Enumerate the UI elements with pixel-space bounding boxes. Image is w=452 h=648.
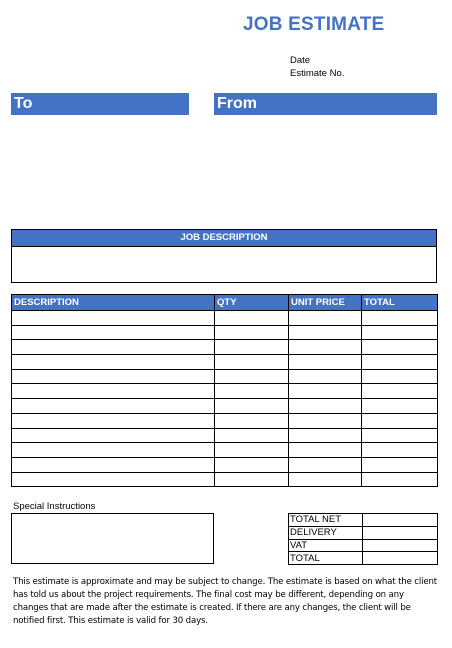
item-total-cell[interactable] — [362, 457, 438, 472]
column-header-description: DESCRIPTION — [12, 295, 215, 311]
table-row — [12, 355, 438, 370]
item-qty-cell[interactable] — [215, 355, 289, 370]
estimate-disclaimer: This estimate is approximate and may be subject to change. The estimate is based on what the client has told us about the project requirements. The final cost may be different, depending on any changes that are made after the estimate is created. If there are any changes, the client will be notified first. This estimate is valid for 30 days. — [13, 577, 438, 626]
item-total-cell[interactable] — [362, 399, 438, 414]
job-description-box — [11, 229, 437, 283]
item-unit-price-cell[interactable] — [289, 369, 362, 384]
table-row — [12, 472, 438, 487]
item-description-cell[interactable] — [12, 443, 215, 458]
to-band — [11, 93, 189, 115]
item-total-cell[interactable] — [362, 413, 438, 428]
table-row — [12, 325, 438, 340]
from-band — [214, 93, 437, 115]
item-unit-price-cell[interactable] — [289, 472, 362, 487]
item-qty-cell[interactable] — [215, 413, 289, 428]
to-label: To — [14, 95, 33, 112]
item-qty-cell[interactable] — [215, 472, 289, 487]
item-unit-price-cell[interactable] — [289, 428, 362, 443]
grand-total-value[interactable] — [363, 552, 438, 565]
item-qty-cell[interactable] — [215, 443, 289, 458]
item-description-cell[interactable] — [12, 355, 215, 370]
item-description-cell[interactable] — [12, 325, 215, 340]
table-row — [12, 443, 438, 458]
column-header-qty: QTY — [215, 295, 289, 311]
vat-value[interactable] — [363, 539, 438, 552]
column-header-total: TOTAL — [362, 295, 438, 311]
items-body — [12, 311, 438, 487]
delivery-value[interactable] — [363, 526, 438, 539]
items-table — [11, 294, 438, 487]
item-description-cell[interactable] — [12, 340, 215, 355]
special-instructions-field[interactable] — [11, 513, 214, 564]
item-qty-cell[interactable] — [215, 428, 289, 443]
grand-total-label: TOTAL — [289, 552, 363, 565]
job-description-field[interactable] — [12, 247, 436, 283]
totals-row — [289, 514, 438, 527]
item-total-cell[interactable] — [362, 355, 438, 370]
totals-row — [289, 539, 438, 552]
table-row — [12, 311, 438, 326]
item-total-cell[interactable] — [362, 384, 438, 399]
item-qty-cell[interactable] — [215, 399, 289, 414]
item-unit-price-cell[interactable] — [289, 413, 362, 428]
item-unit-price-cell[interactable] — [289, 311, 362, 326]
item-qty-cell[interactable] — [215, 325, 289, 340]
job-description-heading: JOB DESCRIPTION — [12, 230, 436, 247]
from-label: From — [217, 95, 257, 112]
column-header-unit-price: UNIT PRICE — [289, 295, 362, 311]
item-description-cell[interactable] — [12, 311, 215, 326]
item-total-cell[interactable] — [362, 311, 438, 326]
estimate-number-label: Estimate No. — [290, 68, 345, 79]
item-unit-price-cell[interactable] — [289, 325, 362, 340]
item-description-cell[interactable] — [12, 399, 215, 414]
item-description-cell[interactable] — [12, 413, 215, 428]
item-unit-price-cell[interactable] — [289, 384, 362, 399]
item-unit-price-cell[interactable] — [289, 457, 362, 472]
item-total-cell[interactable] — [362, 325, 438, 340]
totals-table — [288, 513, 438, 565]
item-qty-cell[interactable] — [215, 369, 289, 384]
item-qty-cell[interactable] — [215, 311, 289, 326]
item-qty-cell[interactable] — [215, 384, 289, 399]
table-row — [12, 399, 438, 414]
item-qty-cell[interactable] — [215, 457, 289, 472]
table-row — [12, 340, 438, 355]
total-net-value[interactable] — [363, 514, 438, 527]
item-unit-price-cell[interactable] — [289, 399, 362, 414]
item-unit-price-cell[interactable] — [289, 443, 362, 458]
vat-label: VAT — [289, 539, 363, 552]
item-total-cell[interactable] — [362, 428, 438, 443]
totals-row — [289, 552, 438, 565]
item-description-cell[interactable] — [12, 472, 215, 487]
item-total-cell[interactable] — [362, 369, 438, 384]
item-total-cell[interactable] — [362, 340, 438, 355]
item-total-cell[interactable] — [362, 472, 438, 487]
totals-row — [289, 526, 438, 539]
items-header-row — [12, 295, 438, 311]
table-row — [12, 413, 438, 428]
item-qty-cell[interactable] — [215, 340, 289, 355]
document-title: JOB ESTIMATE — [243, 14, 385, 35]
delivery-label: DELIVERY — [289, 526, 363, 539]
item-description-cell[interactable] — [12, 384, 215, 399]
item-description-cell[interactable] — [12, 457, 215, 472]
table-row — [12, 428, 438, 443]
item-description-cell[interactable] — [12, 369, 215, 384]
total-net-label: TOTAL NET — [289, 514, 363, 527]
table-row — [12, 384, 438, 399]
item-total-cell[interactable] — [362, 443, 438, 458]
special-instructions-label: Special Instructions — [13, 501, 96, 512]
item-description-cell[interactable] — [12, 428, 215, 443]
table-row — [12, 457, 438, 472]
date-label: Date — [290, 55, 311, 66]
table-row — [12, 369, 438, 384]
item-unit-price-cell[interactable] — [289, 355, 362, 370]
item-unit-price-cell[interactable] — [289, 340, 362, 355]
